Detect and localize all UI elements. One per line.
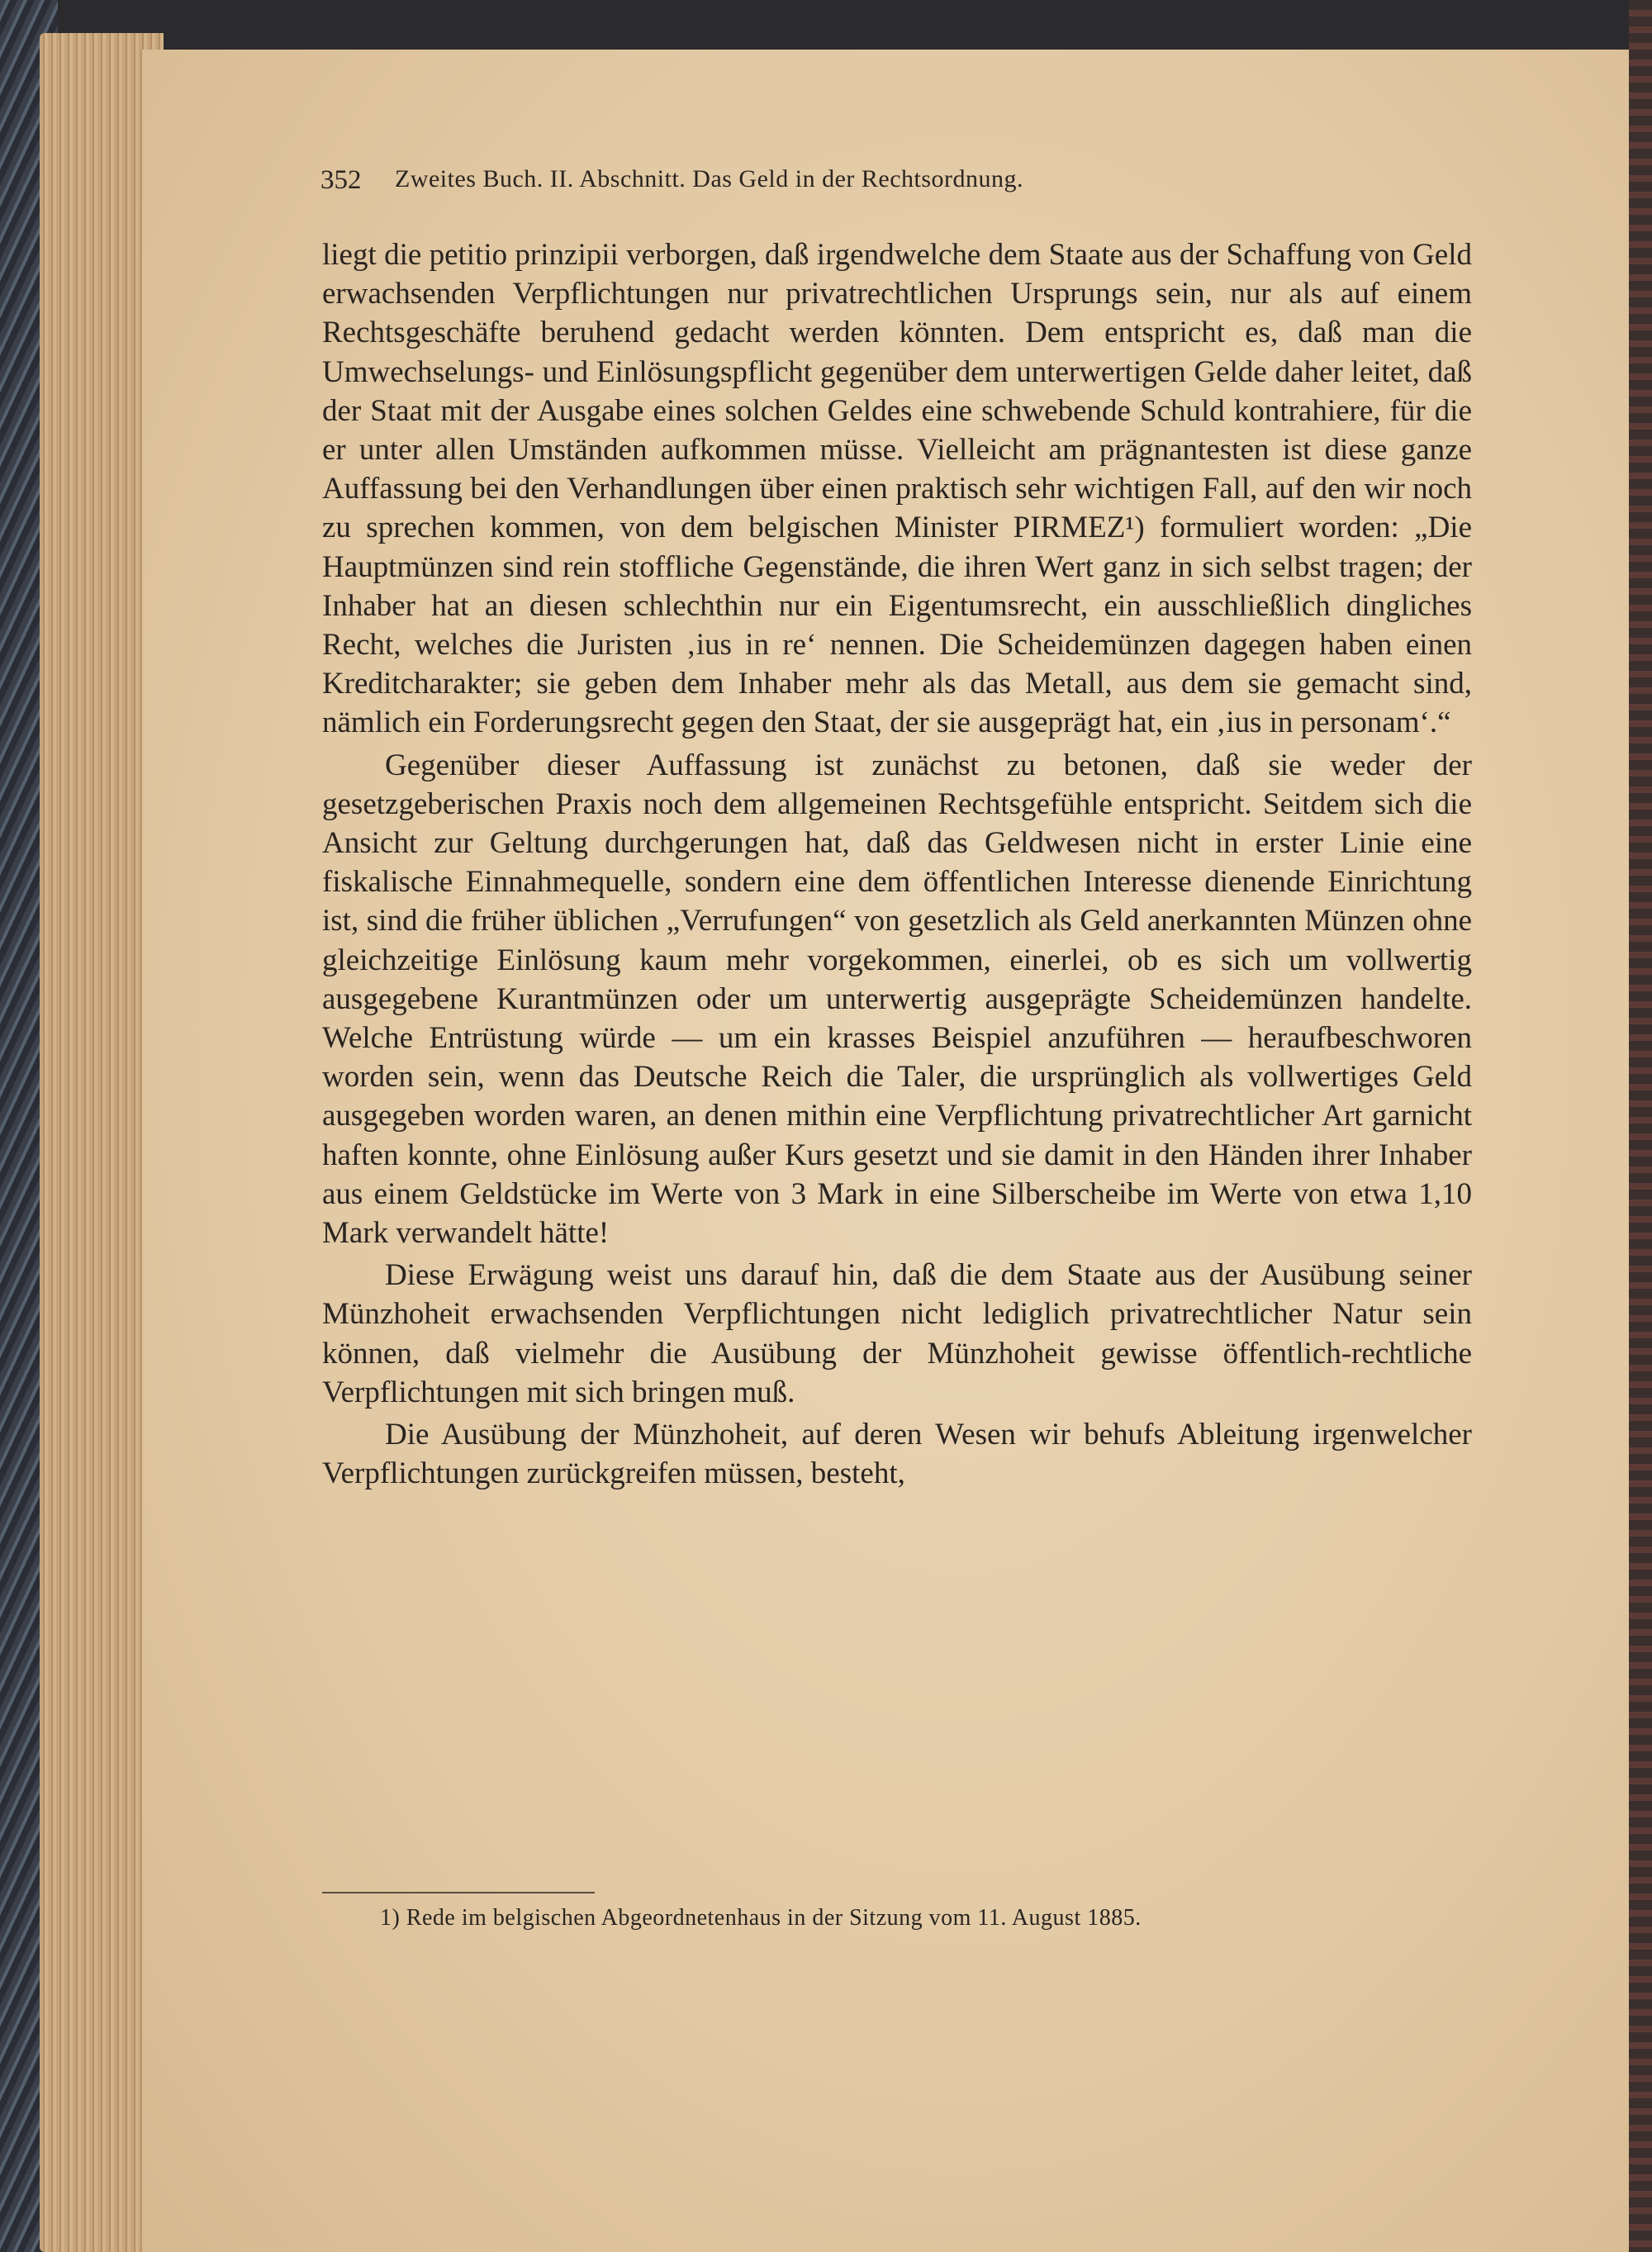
- paragraph-1: liegt die petitio prinzipii verborgen, daß irgendwelche dem Staate aus der Schaffung von Geld erwachsenden Verpflichtungen nur privatrechtlichen Ursprungs sein, nur als auf einem Rechtsgeschäfte beruhend gedacht werden könnten. Dem entspricht es, daß man die Umwechselungs- und Einlösungspflicht gegenüber dem unterwertigen Gelde daher leitet, daß der Staat mit der Ausgabe eines solchen Geldes eine schwebende Schuld kontrahiere, für die er unter allen Umständen aufkommen müsse. Vielleicht am prägnantesten ist diese ganze Auffassung bei den Verhandlungen über einen praktisch sehr wichtigen Fall, auf den wir noch zu sprechen kommen, von dem belgischen Minister PIRMEZ¹) formuliert worden: „Die Hauptmünzen sind rein stoffliche Gegenstände, die ihren Wert ganz in sich selbst tragen; der Inhaber hat an diesen schlechthin nur ein Eigentumsrecht, ein ausschließlich dingliches Recht, welches die Juristen ‚ius in re‘ nennen. Die Scheidemünzen dagegen haben einen Kreditcharakter; sie geben dem Inhaber mehr als das Metall, aus dem sie gemacht sind, nämlich ein Forderungsrecht gegen den Staat, der sie ausgeprägt hat, ein ‚ius in personam‘.“: [322, 238, 1472, 740]
- body-text: [322, 235, 1472, 1494]
- footnote: 1) Rede im belgischen Abgeordnetenhaus in der Sitzung vom 11. August 1885.: [380, 1905, 1142, 1931]
- right-cover: [1629, 0, 1652, 2252]
- running-header: [320, 165, 1477, 215]
- paragraph-4: Die Ausübung der Münzhoheit, auf deren Wesen wir behufs Ableitung irgenwelcher Verpflichtungen zurückgreifen müssen, besteht,: [322, 1418, 1472, 1491]
- paragraph-2: Gegenüber dieser Auffassung ist zunächst zu betonen, daß sie weder der gesetzgeberischen Praxis noch dem allgemeinen Rechtsgefühle entspricht. Seitdem sich die Ansicht zur Geltung durchgerungen hat, daß das Geldwesen nicht in erster Linie eine fiskalische Einnahmequelle, sondern eine dem öffentlichen Interesse dienende Einrichtung ist, sind die früher üblichen „Verrufungen“ von gesetzlich als Geld anerkannten Münzen ohne gleichzeitige Einlösung kaum mehr vorgekommen, einerlei, ob es sich um vollwertig ausgegebene Kurantmünzen oder um unterwertig ausgeprägte Scheidemünzen handelte. Welche Entrüstung würde — um ein krasses Beispiel anzuführen — heraufbeschworen worden sein, wenn das Deutsche Reich die Taler, die ursprünglich als vollwertiges Geld ausgegeben worden waren, an denen mithin eine Verpflichtung privatrechtlicher Art garnicht haften konnte, ohne Einlösung außer Kurs gesetzt und sie damit in den Händen ihrer Inhaber aus einem Geldstücke im Werte von 3 Mark in eine Silberscheibe im Werte von etwa 1,10 Mark verwandelt hätte!: [322, 748, 1472, 1251]
- running-title: Zweites Buch. II. Abschnitt. Das Geld in der Rechtsordnung.: [395, 165, 1024, 192]
- page-number: 352: [320, 165, 362, 195]
- footnote-rule: [322, 1892, 595, 1893]
- paragraph-3: Diese Erwägung weist uns darauf hin, daß die dem Staate aus der Ausübung seiner Münzhoheit erwachsenden Verpflichtungen nicht lediglich privatrechtlicher Natur sein können, daß vielmehr die Ausübung der Münzhoheit gewisse öffentlich-rechtliche Verpflichtungen mit sich bringen muß.: [322, 1258, 1472, 1409]
